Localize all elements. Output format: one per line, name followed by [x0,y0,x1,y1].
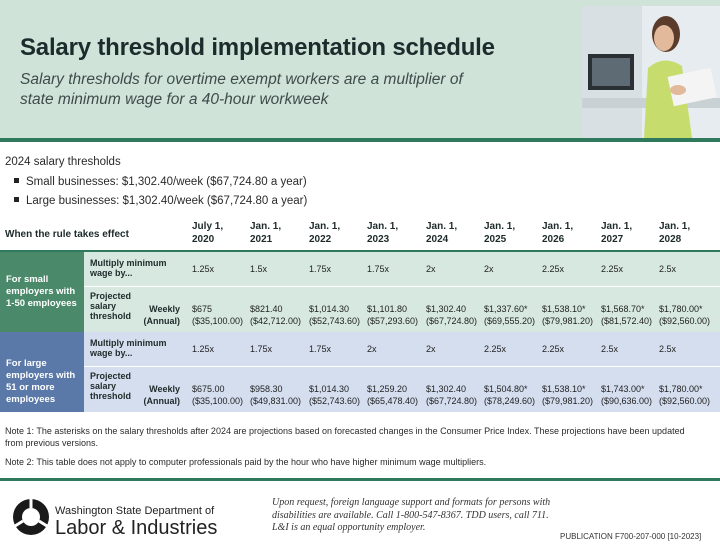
annual-value: ($79,981.20) [542,316,594,326]
weekly-value: $675 [192,304,213,314]
small-employers-section [0,252,720,332]
threshold-cell [192,303,243,327]
multiply-label: Multiply minimum wage by... [90,258,167,278]
multiplier-row [84,252,720,287]
bullet-text: Large businesses: $1,302.40/week ($67,724.80 a year) [26,195,308,207]
threshold-cell [367,303,418,327]
date-header: July 1, 2020 [192,221,224,245]
annual-value: ($57,293.60) [367,316,419,326]
threshold-cell [309,303,360,327]
weekly-label: Weekly [149,384,180,394]
bullet-text: Small businesses: $1,302.40/week ($67,724.80 a year) [26,176,307,188]
weekly-label: Weekly [149,304,180,314]
annual-value: ($52,743.60) [309,396,361,406]
woman-photo [582,6,720,138]
table-header-row [0,216,720,250]
employer-size-label: For small employers with 1-50 employees [0,252,84,332]
multiplier-cell: 2.5x [659,264,677,274]
weekly-annual-label [136,383,180,407]
weekly-value: $1,337.60* [484,304,528,314]
multiplier-cell: 2.5x [659,344,677,354]
date-header: Jan. 1, 2022 [309,221,341,245]
date-header: Jan. 1, 2027 [601,221,633,245]
weekly-value: $958.30 [250,384,283,394]
date-header: Jan. 1, 2028 [659,221,691,245]
footer-divider [0,478,720,481]
multiplier-cell: 2x [426,264,436,274]
weekly-value: $1,014.30 [309,304,350,314]
annual-value: ($78,249.60) [484,396,536,406]
bullet-icon [14,197,19,202]
weekly-value: $1,302.40 [426,304,467,314]
annual-value: ($35,100.00) [192,316,244,326]
weekly-value: $1,568.70* [601,304,645,314]
multiply-label: Multiply minimum wage by... [90,338,167,358]
multiplier-cell: 1.75x [367,264,390,274]
threshold-cell [601,383,652,407]
weekly-value: $1,780.00* [659,304,703,314]
annual-value: ($42,712.00) [250,316,302,326]
date-header: Jan. 1, 2026 [542,221,574,245]
bullet-icon [14,178,19,183]
org-name-line2: Labor & Industries [55,517,218,539]
annual-value: ($69,555.20) [484,316,536,326]
projected-label: Projected salary threshold [90,371,132,401]
weekly-annual-label [136,303,180,327]
page-title: Salary threshold implementation schedule [20,34,495,61]
note-1: Note 1: The asterisks on the salary thresholds after 2024 are projections based on forecasted changes in the Consumer Price Index. These projections have been updated from previous versions. [5,426,685,448]
date-header: Jan. 1, 2021 [250,221,282,245]
lni-logo-icon [12,498,50,536]
employer-size-label: For large employers with 51 or more employees [0,332,84,412]
effect-label: When the rule takes effect [5,229,129,240]
annual-value: ($92,560.00) [659,396,711,406]
threshold-cell [309,383,360,407]
multiplier-cell: 2.5x [601,344,619,354]
publication-number: PUBLICATION F700-207-000 [10-2023] [560,532,702,541]
note-2: Note 2: This table does not apply to computer professionals paid by the hour who have higher minimum wage multipliers. [5,457,487,467]
annual-value: ($81,572.40) [601,316,653,326]
multiplier-cell: 2x [367,344,377,354]
multiplier-cell: 2.25x [601,264,624,274]
annual-value: ($79,981.20) [542,396,594,406]
accessibility-statement: Upon request, foreign language support and formats for persons with disabilities are available. Call 1-800-547-8367. TDD users, call 711. L&I is an equal opportunity employer. [272,497,551,533]
annual-value: ($67,724.80) [426,316,478,326]
threshold-cell [659,303,710,327]
multiplier-cell: 2.25x [542,264,565,274]
multiplier-cell: 1.25x [192,344,215,354]
annual-value: ($35,100.00) [192,396,244,406]
thresholds-2024-title: 2024 salary thresholds [5,156,121,168]
weekly-value: $821.40 [250,304,283,314]
multiplier-cell: 1.75x [309,264,332,274]
weekly-value: $1,504.80* [484,384,528,394]
large-employers-section [0,332,720,412]
date-header: Jan. 1, 2024 [426,221,458,245]
weekly-value: $1,101.80 [367,304,408,314]
multiplier-cell: 2.25x [484,344,507,354]
threshold-cell [250,303,301,327]
annual-label: (Annual) [143,396,180,406]
threshold-cell [367,383,418,407]
annual-value: ($65,478.40) [367,396,419,406]
weekly-value: $1,259.20 [367,384,408,394]
weekly-value: $1,780.00* [659,384,703,394]
threshold-cell [542,303,593,327]
date-header: Jan. 1, 2025 [484,221,516,245]
projected-threshold-row [84,287,720,332]
page-subtitle: Salary thresholds for overtime exempt workers are a multiplier of state minimum wage for a 40-hour workweek [20,71,463,108]
multiplier-cell: 1.25x [192,264,215,274]
bullet-large-business [14,195,307,207]
date-header: Jan. 1, 2023 [367,221,399,245]
weekly-value: $1,743.00* [601,384,645,394]
org-name-line1: Washington State Department of [55,505,215,517]
annual-value: ($67,724.80) [426,396,478,406]
multiplier-row [84,332,720,367]
threshold-cell [250,383,301,407]
multiplier-cell: 2.25x [542,344,565,354]
annual-value: ($92,560.00) [659,316,711,326]
annual-label: (Annual) [143,316,180,326]
multiplier-cell: 1.75x [250,344,273,354]
threshold-cell [426,383,477,407]
weekly-value: $675.00 [192,384,225,394]
weekly-value: $1,538.10* [542,304,586,314]
multiplier-cell: 2x [484,264,494,274]
projected-threshold-row [84,367,720,412]
threshold-cell [484,383,535,407]
threshold-cell [601,303,652,327]
annual-value: ($90,636.00) [601,396,653,406]
threshold-cell [542,383,593,407]
weekly-value: $1,538.10* [542,384,586,394]
threshold-cell [426,303,477,327]
threshold-cell [659,383,710,407]
weekly-value: $1,302.40 [426,384,467,394]
annual-value: ($52,743.60) [309,316,361,326]
threshold-cell [192,383,243,407]
weekly-value: $1,014.30 [309,384,350,394]
projected-label: Projected salary threshold [90,291,132,321]
multiplier-cell: 1.5x [250,264,268,274]
header-divider [0,138,720,142]
multiplier-cell: 1.75x [309,344,332,354]
threshold-cell [484,303,535,327]
bullet-small-business [14,176,307,188]
multiplier-cell: 2x [426,344,436,354]
annual-value: ($49,831.00) [250,396,302,406]
header-banner [0,0,720,138]
